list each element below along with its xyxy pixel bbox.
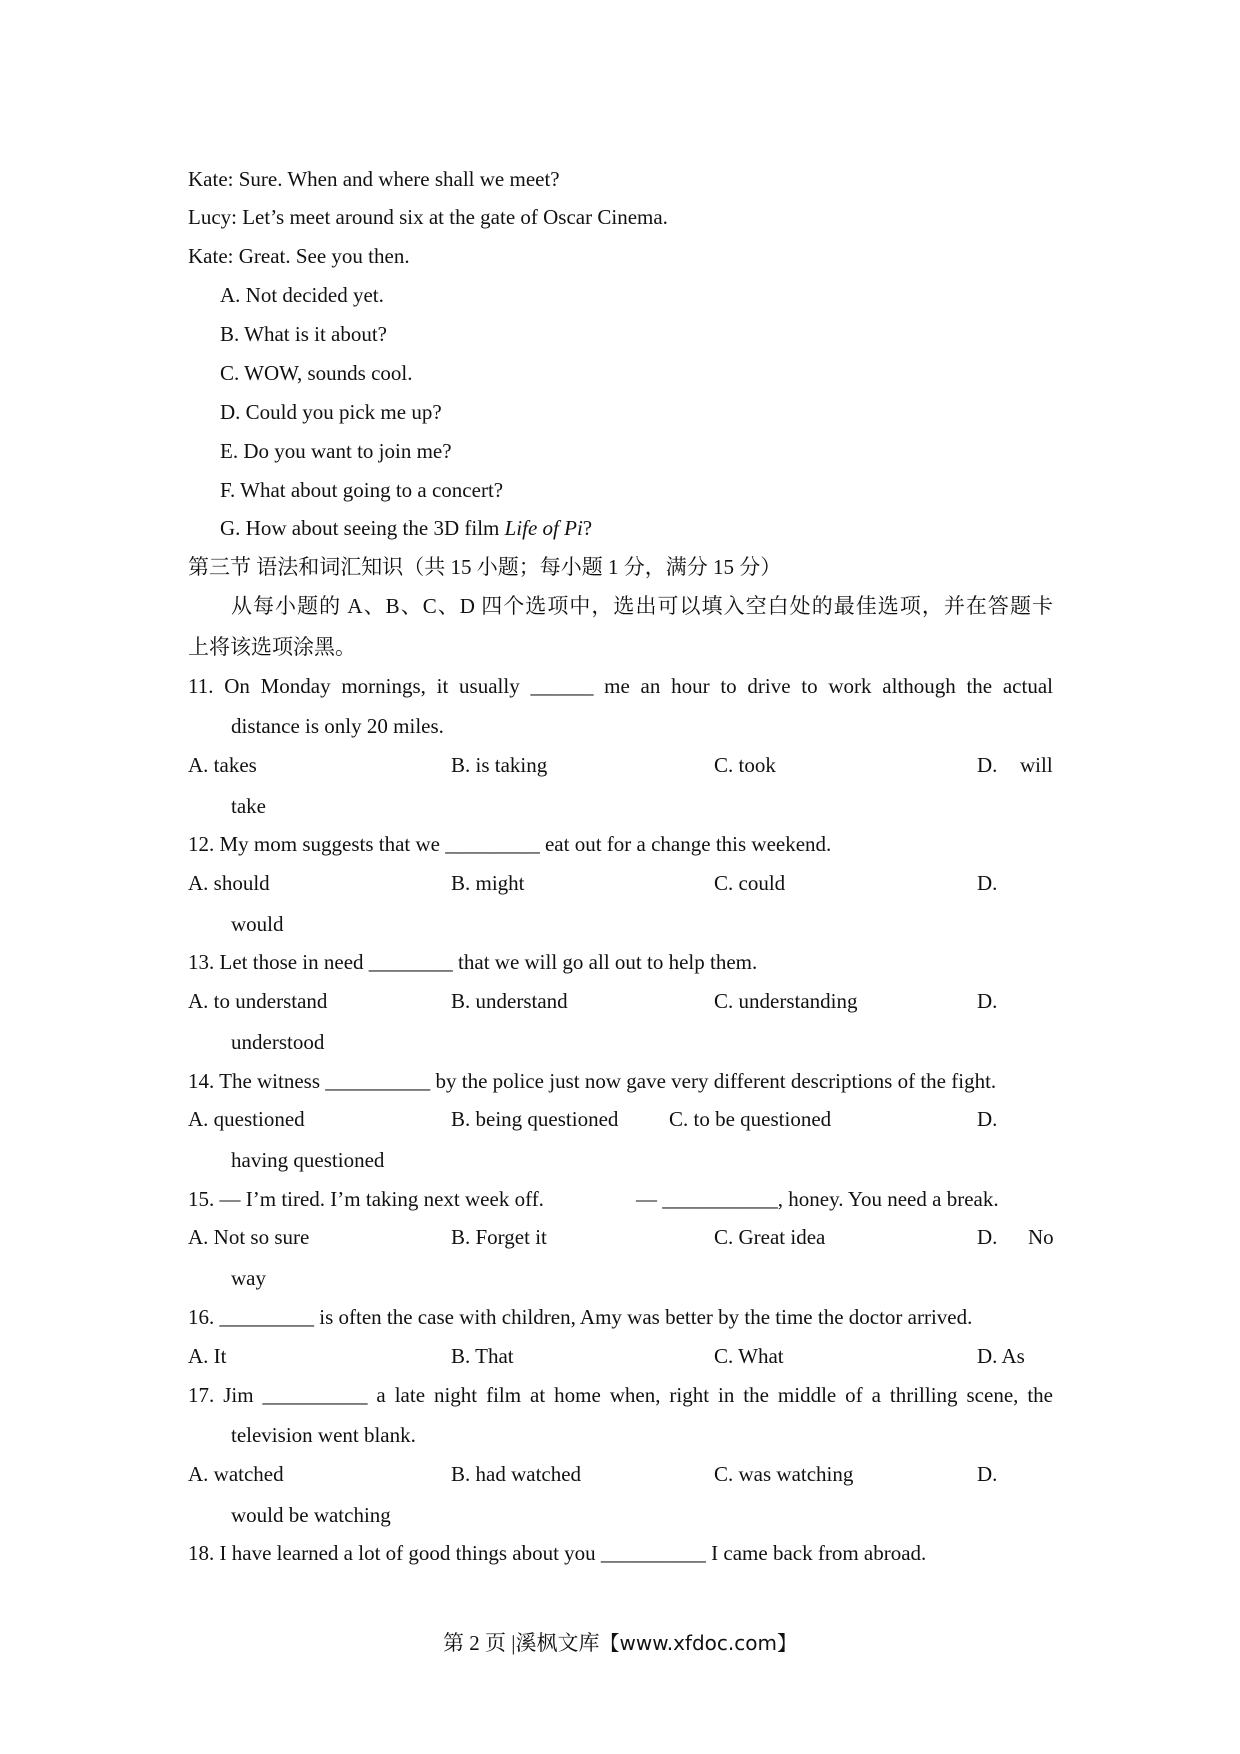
section-heading: 第三节 语法和词汇知识（共 15 小题；每小题 1 分，满分 15 分） bbox=[188, 555, 782, 579]
q15-option-d-text: No bbox=[1028, 1225, 1054, 1249]
question-18: 18. I have learned a lot of good things about you __________ I came back from abroad. bbox=[188, 1541, 927, 1565]
q16-option-b: B. That bbox=[451, 1344, 514, 1368]
question-14: 14. The witness __________ by the police just now gave very different descriptions of the fight. bbox=[188, 1069, 997, 1093]
q12-option-d-cont: would bbox=[231, 912, 284, 936]
question-16: 16. _________ is often the case with children, Amy was better by the time the doctor arrived. bbox=[188, 1305, 973, 1329]
film-title: Life of Pi bbox=[504, 516, 583, 540]
section-instruction: 从每小题的 A、B、C、D 四个选项中，选出可以填入空白处的最佳选项，并在答题卡 bbox=[231, 594, 1053, 618]
q11-option-a: A. takes bbox=[188, 753, 257, 777]
q15-option-d-cont: way bbox=[231, 1266, 266, 1290]
q17-option-c: C. was watching bbox=[714, 1462, 854, 1486]
q13-option-d-cont: understood bbox=[231, 1030, 325, 1054]
question-11-cont: distance is only 20 miles. bbox=[231, 714, 444, 738]
q16-option-c: C. What bbox=[714, 1344, 784, 1368]
dialogue-option-g bbox=[220, 513, 592, 543]
question-17-cont: television went blank. bbox=[231, 1423, 416, 1447]
q13-option-a: A. to understand bbox=[188, 989, 328, 1013]
section-instruction-cont: 上将该选项涂黑。 bbox=[188, 635, 356, 659]
dialogue-option: D. Could you pick me up? bbox=[220, 400, 442, 424]
q16-option-d: D. As bbox=[977, 1344, 1025, 1368]
dialogue-option: E. Do you want to join me? bbox=[220, 439, 452, 463]
q11-option-d: D. bbox=[977, 753, 998, 777]
option-g-suffix: ? bbox=[582, 516, 593, 540]
q14-option-d: D. bbox=[977, 1107, 998, 1131]
page-footer bbox=[0, 1628, 1240, 1658]
q11-option-c: C. took bbox=[714, 753, 776, 777]
footer-separator: | bbox=[511, 1631, 516, 1655]
dialogue-line: Lucy: Let’s meet around six at the gate of Oscar Cinema. bbox=[188, 205, 668, 229]
dialogue-line: Kate: Sure. When and where shall we meet? bbox=[188, 167, 560, 191]
q14-option-c: C. to be questioned bbox=[669, 1107, 832, 1131]
dialogue-option: A. Not decided yet. bbox=[220, 283, 384, 307]
q14-option-d-cont: having questioned bbox=[231, 1148, 385, 1172]
q13-option-d: D. bbox=[977, 989, 998, 1013]
q12-option-b: B. might bbox=[451, 871, 525, 895]
q16-option-a: A. It bbox=[188, 1344, 227, 1368]
q11-option-d-text: will bbox=[1020, 753, 1053, 777]
dialogue-line: Kate: Great. See you then. bbox=[188, 244, 410, 268]
dialogue-option: C. WOW, sounds cool. bbox=[220, 361, 413, 385]
q17-option-b: B. had watched bbox=[451, 1462, 582, 1486]
dialogue-option: B. What is it about? bbox=[220, 322, 388, 346]
question-15-reply: — ___________, honey. You need a break. bbox=[636, 1187, 999, 1211]
q15-option-d: D. bbox=[977, 1225, 998, 1249]
q15-option-c: C. Great idea bbox=[714, 1225, 826, 1249]
dialogue-option: F. What about going to a concert? bbox=[220, 478, 504, 502]
q17-option-d: D. bbox=[977, 1462, 998, 1486]
q17-option-a: A. watched bbox=[188, 1462, 284, 1486]
q12-option-d: D. bbox=[977, 871, 998, 895]
q13-option-c: C. understanding bbox=[714, 989, 858, 1013]
footer-site-link[interactable]: 【www.xfdoc.com】 bbox=[599, 1631, 797, 1655]
q15-option-a: A. Not so sure bbox=[188, 1225, 310, 1249]
question-13: 13. Let those in need ________ that we will go all out to help them. bbox=[188, 950, 758, 974]
q14-option-b: B. being questioned bbox=[451, 1107, 619, 1131]
question-17: 17. Jim __________ a late night film at home when, right in the middle of a thrilling scene, the bbox=[188, 1383, 1053, 1407]
q13-option-b: B. understand bbox=[451, 989, 568, 1013]
q11-option-b: B. is taking bbox=[451, 753, 548, 777]
q12-option-c: C. could bbox=[714, 871, 786, 895]
page-number: 第 2 页 bbox=[443, 1631, 507, 1655]
q11-option-d-cont: take bbox=[231, 794, 266, 818]
question-15: 15. — I’m tired. I’m taking next week off. bbox=[188, 1187, 544, 1211]
question-11: 11. On Monday mornings, it usually ______ me an hour to drive to work although the actual bbox=[188, 674, 1053, 698]
footer-library: 溪枫文库 bbox=[515, 1631, 600, 1655]
question-12: 12. My mom suggests that we _________ eat out for a change this weekend. bbox=[188, 832, 832, 856]
q12-option-a: A. should bbox=[188, 871, 270, 895]
q17-option-d-cont: would be watching bbox=[231, 1503, 391, 1527]
q15-option-b: B. Forget it bbox=[451, 1225, 547, 1249]
q14-option-a: A. questioned bbox=[188, 1107, 305, 1131]
option-g-prefix: G. How about seeing the 3D film bbox=[220, 516, 505, 540]
